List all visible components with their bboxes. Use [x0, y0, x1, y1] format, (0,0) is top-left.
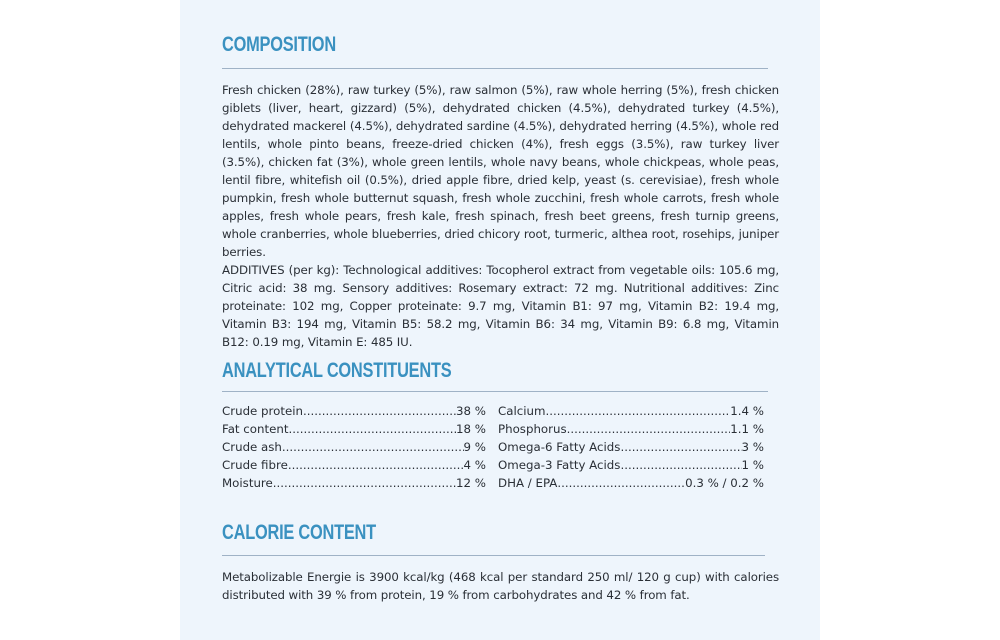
constituent-row — [222, 438, 486, 456]
leader-dots — [567, 420, 731, 438]
constituent-row — [222, 420, 486, 438]
constituent-value: 18 % — [456, 422, 486, 436]
constituent-value: 1 % — [741, 458, 764, 472]
leader-dots — [557, 474, 685, 492]
leader-dots — [288, 420, 456, 438]
constituent-row — [498, 402, 764, 420]
constituent-row — [222, 474, 486, 492]
constituent-value: 12 % — [456, 476, 486, 490]
constituent-row — [498, 456, 764, 474]
leader-dots — [282, 438, 464, 456]
calorie-divider — [222, 555, 765, 556]
constituent-row — [222, 402, 486, 420]
analytical-divider — [222, 391, 768, 392]
constituent-value: 9 % — [463, 440, 486, 454]
composition-divider — [222, 68, 768, 69]
constituent-value: 1.4 % — [730, 404, 764, 418]
constituent-label: Phosphorus — [498, 422, 567, 436]
constituent-label: Omega-3 Fatty Acids — [498, 458, 621, 472]
leader-dots — [273, 474, 456, 492]
leader-dots — [545, 402, 730, 420]
leader-dots — [620, 438, 741, 456]
composition-heading: COMPOSITION — [222, 33, 336, 56]
constituent-row — [498, 474, 764, 492]
constituent-value: 1.1 % — [730, 422, 764, 436]
constituent-label: Omega-6 Fatty Acids — [498, 440, 621, 454]
constituent-value: 4 % — [463, 458, 486, 472]
constituent-label: Crude protein — [222, 404, 303, 418]
analytical-left-column — [222, 402, 486, 492]
constituent-label: Moisture — [222, 476, 273, 490]
composition-text — [222, 81, 779, 351]
constituent-row — [498, 438, 764, 456]
leader-dots — [288, 456, 464, 474]
constituent-label: Fat content — [222, 422, 289, 436]
constituent-label: DHA / EPA — [498, 476, 558, 490]
additives-paragraph: ADDITIVES (per kg): Technological additives: Tocopherol extract from vegetable oils: 105.6 mg, Citric acid: 38 mg. Sensory additives: Rosemary extract: 72 mg. Nutritional additives: Zinc proteinate: 102 mg, Copper proteinate: 9.7 mg, Vitamin B1: 97 mg, Vitamin B2: 19.4 mg, Vitamin B3: 194 mg, Vitamin B5: 58.2 mg, Vitamin B6: 34 mg, Vitamin B9: 6.8 mg, Vitamin B12: 0.19 mg, Vitamin E: 485 IU. — [222, 263, 779, 349]
product-info-panel — [180, 0, 820, 640]
constituent-label: Calcium — [498, 404, 546, 418]
ingredients-paragraph: Fresh chicken (28%), raw turkey (5%), raw salmon (5%), raw whole herring (5%), fresh chicken giblets (liver, heart, gizzard) (5%), dehydrated chicken (4.5%), dehydrated turkey (4.5%), dehydrated mackerel (4.5%), dehydrated sardine (4.5%), dehydrated herring (4.5%), whole red lentils, whole pinto beans, freeze-dried chicken (4%), fresh eggs (3.5%), raw turkey liver (3.5%), chicken fat (3%), whole green lentils, whole navy beans, whole chickpeas, whole peas, lentil fibre, whitefish oil (0.5%), dried apple fibre, dried kelp, yeast (s. cerevisiae), fresh whole pumpkin, fresh whole butternut squash, fresh whole zucchini, fresh whole carrots, fresh whole apples, fresh whole pears, fresh kale, fresh spinach, fresh beet greens, fresh turnip greens, whole cranberries, whole blueberries, dried chicory root, turmeric, althea root, rosehips, juniper berries. — [222, 83, 779, 259]
constituent-value: 38 % — [456, 404, 486, 418]
analytical-heading: ANALYTICAL CONSTITUENTS — [222, 359, 452, 382]
constituent-label: Crude ash — [222, 440, 282, 454]
constituent-row — [498, 420, 764, 438]
leader-dots — [303, 402, 456, 420]
constituent-value: 0.3 % / 0.2 % — [685, 476, 764, 490]
calorie-heading: CALORIE CONTENT — [222, 521, 376, 544]
constituent-value: 3 % — [741, 440, 764, 454]
calorie-text — [222, 568, 779, 604]
constituent-row — [222, 456, 486, 474]
calorie-paragraph: Metabolizable Energie is 3900 kcal/kg (468 kcal per standard 250 ml/ 120 g cup) with calories distributed with 39 % from protein, 19 % from carbohydrates and 42 % from fat. — [222, 570, 779, 602]
leader-dots — [620, 456, 741, 474]
analytical-right-column — [498, 402, 764, 492]
constituent-label: Crude fibre — [222, 458, 288, 472]
